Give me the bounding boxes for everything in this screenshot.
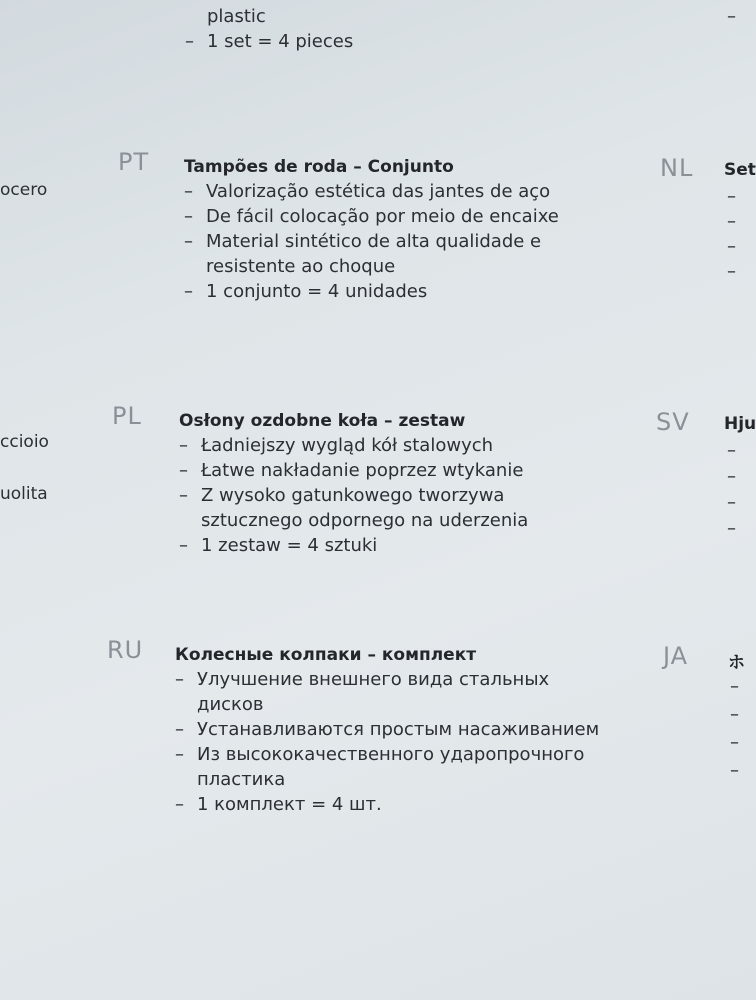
list-item: – Улучшение внешнего вида стальных [175,669,550,690]
dash-mark: – [727,6,736,27]
list-item: – Ładniejszy wygląd kół stalowych [179,435,494,456]
section-ru [175,645,599,817]
list-item: – Z wysoko gatunkowego tworzywa [179,485,505,506]
list-item-continuation: дисков [197,694,264,715]
list-item: – 1 conjunto = 4 unidades [184,281,428,302]
section-pl [179,411,528,558]
dash-mark: – [727,440,736,461]
language-code-ja: JA [663,642,689,670]
list-item: – Łatwe nakładanie poprzez wtykanie [179,460,524,481]
language-code-nl: NL [660,154,694,182]
language-code-pl: PL [112,402,142,430]
list-item-continuation: пластика [197,769,286,790]
dash-mark: – [727,211,736,232]
list-item: – Устанавливаются простым насаживанием [175,719,600,740]
dash-mark: – [727,261,736,282]
section-title: Колесные колпаки – комплект [175,645,477,665]
list-item: – 1 set = 4 pieces [185,31,354,52]
list-item-continuation: plastic [207,6,266,27]
dash-mark: – [730,704,739,725]
language-code-pt: PT [118,148,150,176]
section-pt [184,157,559,304]
left-edge-text: ccioio [0,432,49,452]
language-code-ru: RU [107,636,144,664]
language-code-sv: SV [656,408,690,436]
left-edge-text: ocero [0,180,48,200]
list-item: – Из высококачественного ударопрочного [175,744,585,765]
right-title-fragment: ホ [728,653,745,673]
list-item: – De fácil colocação por meio de encaixe [184,206,559,227]
list-item: – Valorização estética das jantes de aço [184,181,551,202]
right-title-fragment: Set [724,160,756,180]
dash-mark: – [727,186,736,207]
top-block [185,4,353,54]
list-item-continuation: sztucznego odpornego na uderzenia [201,510,529,531]
list-item: – 1 zestaw = 4 sztuki [179,535,378,556]
dash-mark: – [727,466,736,487]
right-title-fragment: Hju [724,414,756,434]
dash-mark: – [730,676,739,697]
dash-mark: – [727,518,736,539]
list-item: – 1 комплект = 4 шт. [175,794,382,815]
section-title: Tampões de roda – Conjunto [184,157,454,177]
dash-mark: – [730,760,739,781]
list-item: – Material sintético de alta qualidade e [184,231,542,252]
section-title: Osłony ozdobne koła – zestaw [179,411,466,431]
left-edge-text: uolita [0,484,48,504]
list-item-continuation: resistente ao choque [206,256,396,277]
dash-mark: – [730,732,739,753]
dash-mark: – [727,236,736,257]
dash-mark: – [727,492,736,513]
